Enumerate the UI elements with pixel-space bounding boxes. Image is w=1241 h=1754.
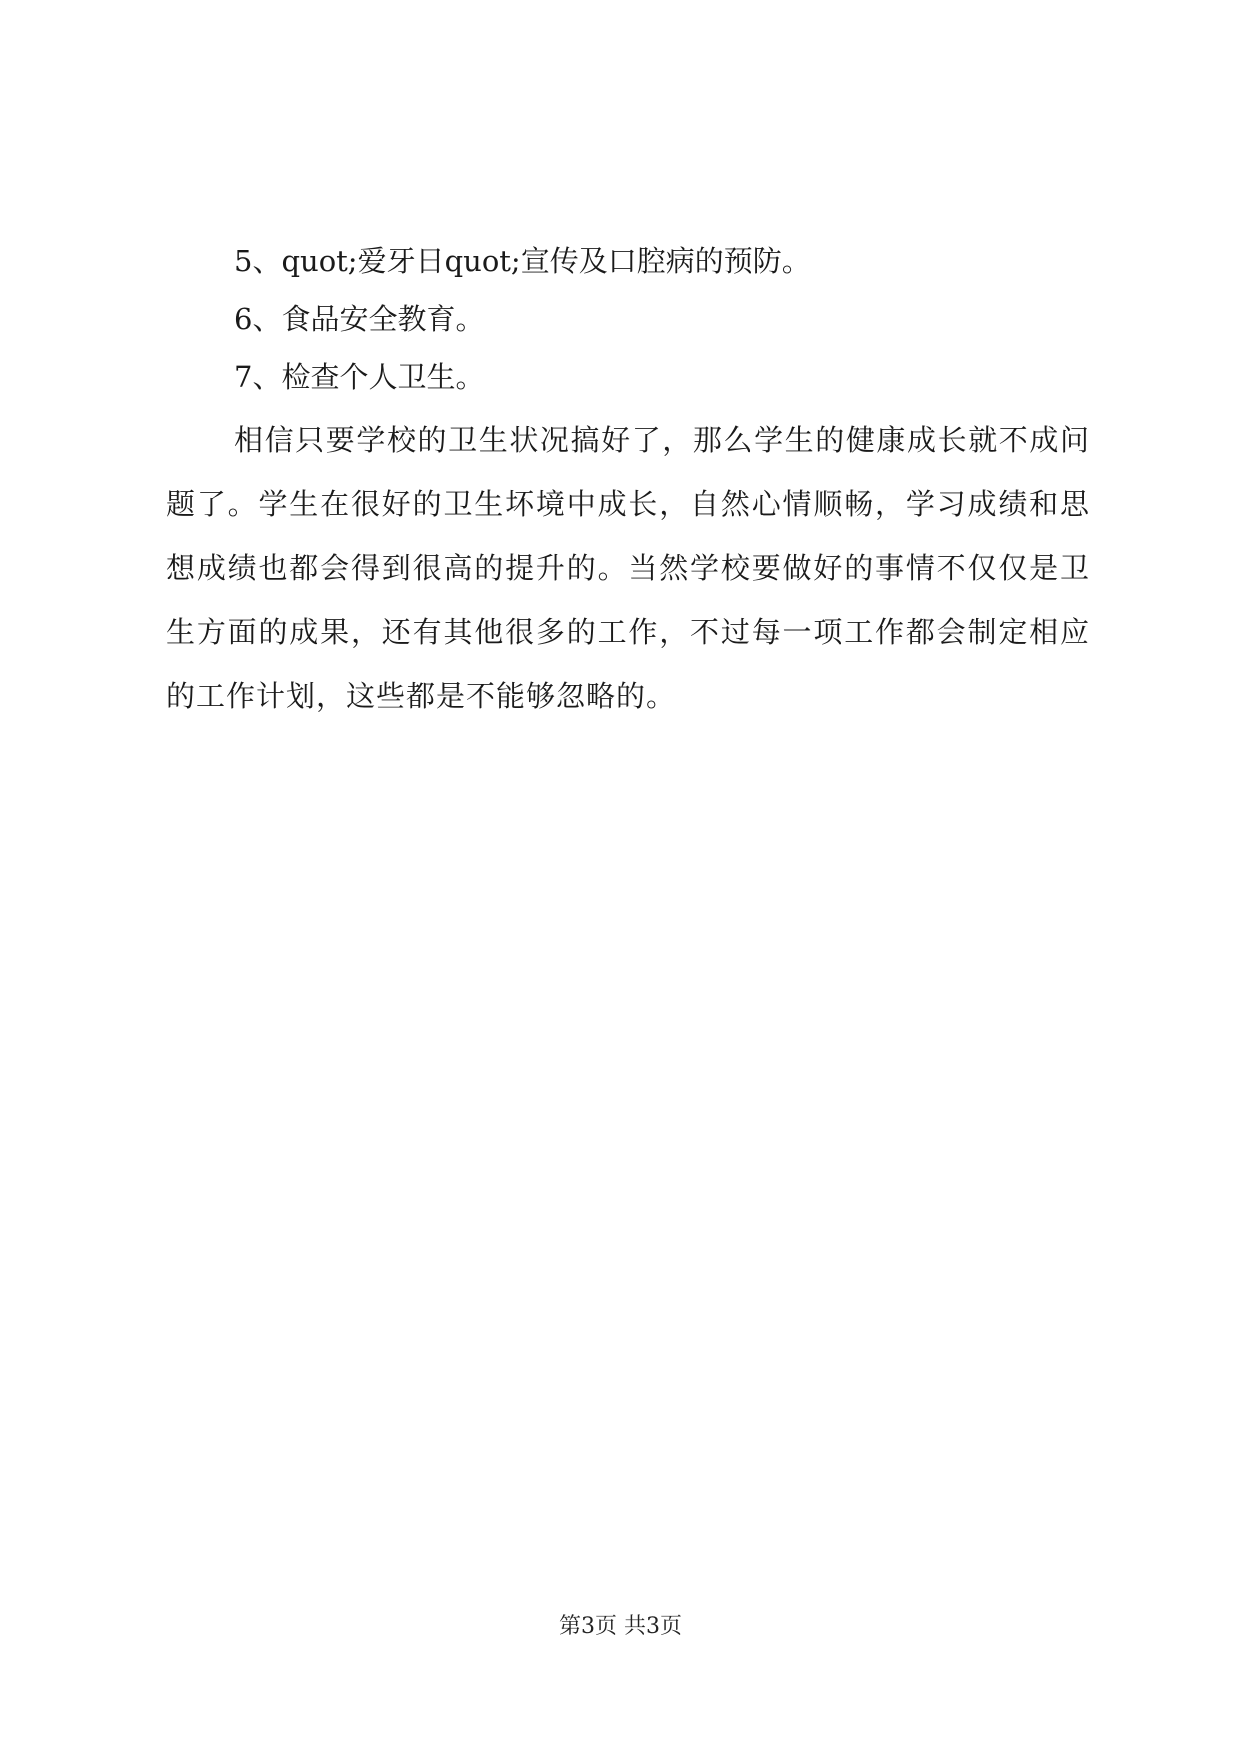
list-item-7: 7、检查个人卫生。 xyxy=(234,360,485,394)
document-body xyxy=(166,232,1090,728)
list-item-6: 6、食品安全教育。 xyxy=(234,302,485,336)
page-footer: 第3页 共3页 xyxy=(559,1614,682,1639)
closing-paragraph: 相信只要学校的卫生状况搞好了，那么学生的健康成长就不成问题了。学生在很好的卫生坏境中成长，自然心情顺畅，学习成绩和思想成绩也都会得到很高的提升的。当然学校要做好的事情不仅仅是卫生方面的成果，还有其他很多的工作，不过每一项工作都会制定相应的工作计划，这些都是不能够忽略的。 xyxy=(166,423,1090,713)
list-item-5: 5、quot;爱牙日quot;宣传及口腔病的预防。 xyxy=(234,244,811,278)
